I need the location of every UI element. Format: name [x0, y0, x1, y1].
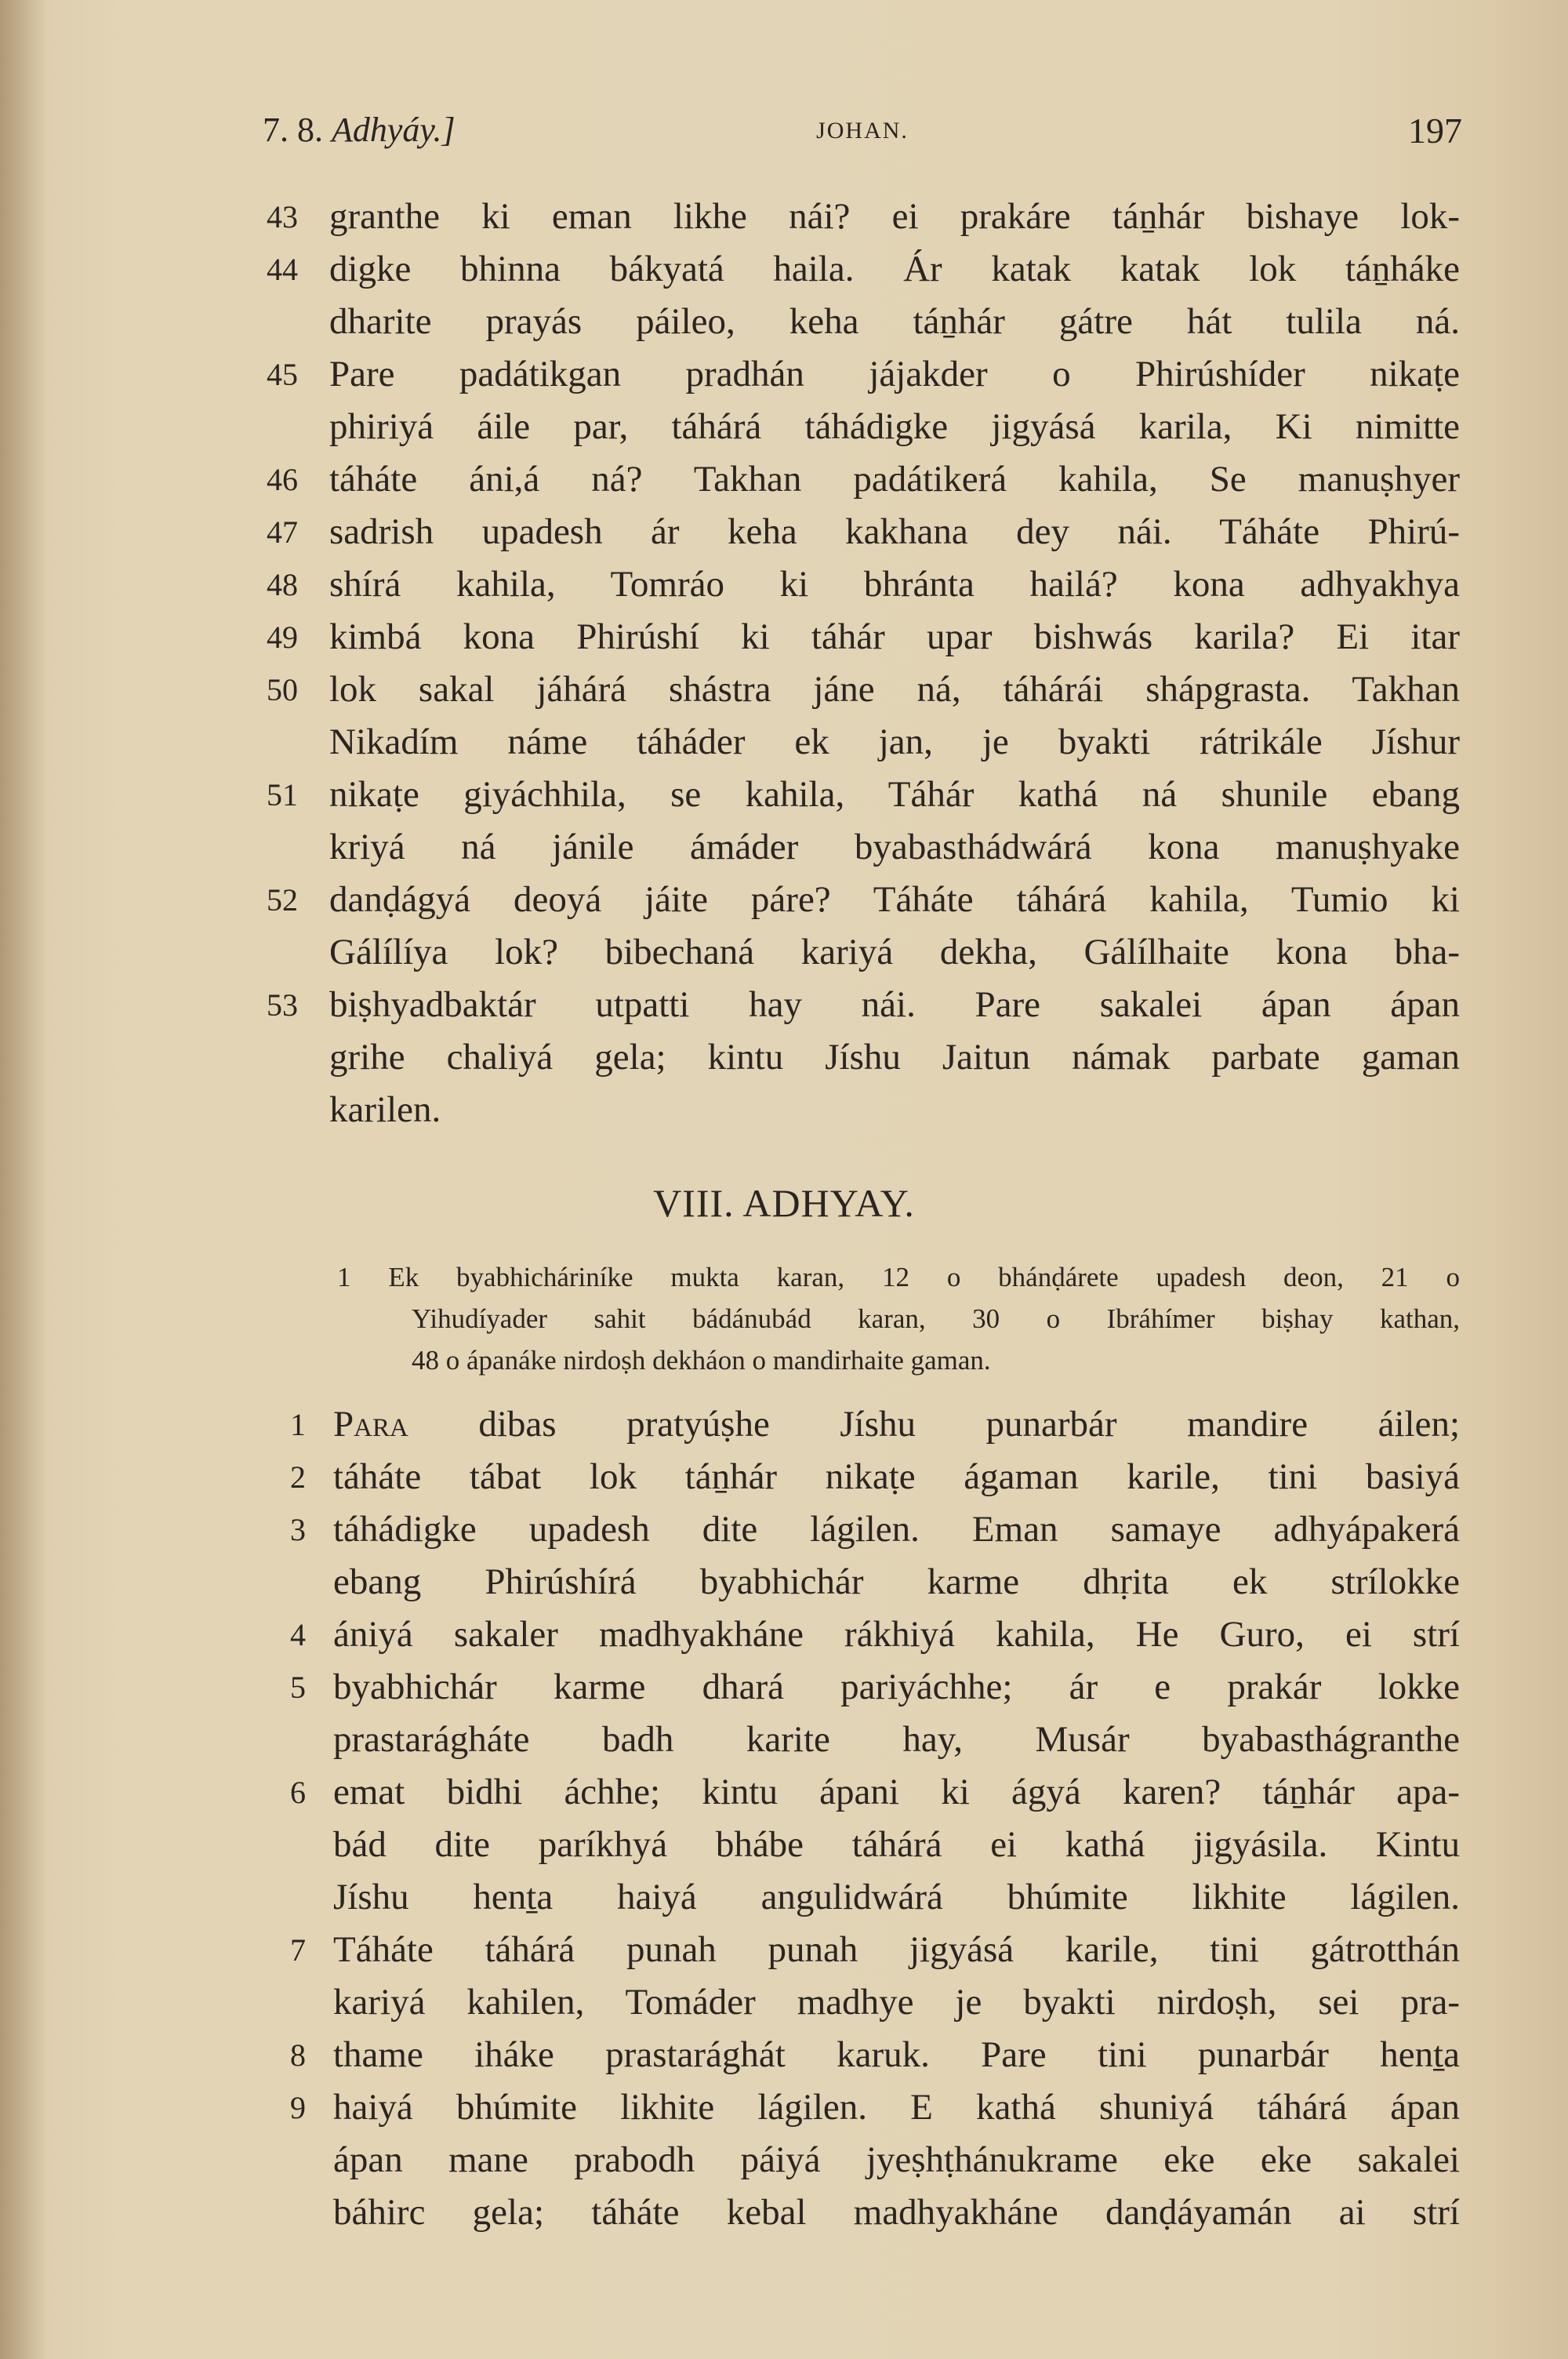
verse-number: 53 [267, 987, 298, 1023]
verse-text: Táháte táhárá punah punah jigyásá karile, tini gátrotthán [333, 1929, 1460, 1970]
verse-number: 6 [290, 1775, 306, 1810]
verse-text: lok sakal jáhárá shástra jáne ná, táhárái shápgrasta. Takhan [329, 669, 1460, 710]
verse-number: 7 [290, 1932, 306, 1968]
running-header [263, 110, 1462, 157]
verse-line [267, 1871, 1460, 1924]
verse-text: dharite prayás páileo, keha táṉhár gátre hát tulila ná. [329, 301, 1460, 342]
chapter-8-text [267, 1398, 1460, 2239]
verse-text: granthe ki eman likhe nái? ei prakáre táṉhár bishaye lok- [329, 196, 1460, 237]
verse-number: 45 [267, 357, 298, 392]
page-number: 197 [1408, 111, 1462, 151]
verse-line [267, 1556, 1460, 1608]
verse-line [267, 1714, 1460, 1766]
verse-text: haiyá bhúmite likhite lágilen. E kathá shuniyá táhárá ápan [333, 2087, 1460, 2128]
verse-text: nikaṭe giyáchhila, se kahila, Táhár kathá ná shunile ebang [329, 774, 1460, 815]
verse-number: 50 [267, 672, 298, 707]
verse-text: kimbá kona Phirúshí ki táhár upar bishwás karila? Ei itar [329, 616, 1460, 657]
verse-line [267, 401, 1460, 453]
verse-line [267, 1661, 1460, 1714]
verse-line [267, 2029, 1460, 2081]
verse-number: 4 [290, 1617, 306, 1652]
verse-line [267, 1924, 1460, 1976]
verse-line [267, 1451, 1460, 1503]
verse-text: ápan mane prabodh páiyá jyeṣhṭhánukrame eke eke sakalei [333, 2139, 1460, 2180]
verse-number: 2 [290, 1459, 306, 1495]
verse-line [267, 348, 1460, 401]
verse-text: ániyá sakaler madhyakháne rákhiyá kahila, He Guro, ei strí [333, 1614, 1460, 1655]
verse-line [267, 243, 1460, 296]
verse-number: 46 [267, 462, 298, 497]
opening-word: Para [333, 1404, 408, 1445]
verse-line [267, 1766, 1460, 1819]
verse-number: 8 [290, 2037, 306, 2073]
verse-text: digke bhinna bákyatá haila. Ár katak katak lok táṉháke [329, 249, 1460, 289]
verse-line [267, 1031, 1460, 1084]
verse-number: 52 [267, 882, 298, 918]
verse-text: táhádigke upadesh dite lágilen. Eman samaye adhyápakerá [333, 1509, 1460, 1550]
verse-line [267, 821, 1460, 874]
verse-line [267, 716, 1460, 769]
verse-text: kariyá kahilen, Tomáder madhye je byakti nirdoṣh, sei pra- [333, 1982, 1460, 2023]
chapter-summary [337, 1256, 1460, 1381]
summary-line: 48 o ápanáke nirdoṣh dekháon o mandirhaite gaman. [412, 1345, 991, 1376]
verse-line [267, 558, 1460, 611]
verse-number: 44 [267, 252, 298, 287]
verse-number: 49 [267, 620, 298, 655]
verse-line [267, 1976, 1460, 2029]
chapter-reference-numbers: 7. 8. [263, 111, 323, 149]
verse-text: prastarágháte badh karite hay, Musár byabasthágranthe [333, 1719, 1460, 1760]
verse-line [267, 2186, 1460, 2239]
verse-text: Gálílíya lok? bibechaná kariyá dekha, Gálílhaite kona bha- [329, 932, 1460, 972]
verse-line [267, 506, 1460, 558]
verse-number: 5 [290, 1670, 306, 1705]
verse-number: 1 [290, 1407, 306, 1442]
verse-text-rest: dibas pratyúṣhe Jíshu punarbár mandire áilen; [478, 1404, 1460, 1445]
verse-number: 43 [267, 199, 298, 234]
verse-text: Pare padátikgan pradhán jájakder o Phirúshíder nikaṭe [329, 354, 1460, 394]
verse-line [267, 1398, 1460, 1451]
verse-text: byabhichár karme dhará pariyáchhe; ár e prakár lokke [333, 1667, 1460, 1707]
verse-text [333, 1398, 1460, 1451]
verse-line [267, 2081, 1460, 2134]
verse-text: bád dite paríkhyá bhábe táhárá ei kathá jigyásila. Kintu [333, 1824, 1460, 1865]
verse-text: shírá kahila, Tomráo ki bhránta hailá? kona adhyakhya [329, 564, 1460, 605]
verse-number: 3 [290, 1512, 306, 1547]
verse-line [267, 2134, 1460, 2186]
verse-text: táháte áni,á ná? Takhan padátikerá kahila, Se manuṣhyer [329, 459, 1460, 500]
verse-line [267, 979, 1460, 1031]
verse-text: báhirc gela; táháte kebal madhyakháne danḍáyamán ai strí [333, 2192, 1460, 2233]
verse-line [267, 874, 1460, 926]
verse-line [267, 1819, 1460, 1871]
verse-text: biṣhyadbaktár utpatti hay nái. Pare sakalei ápan ápan [329, 984, 1460, 1025]
running-title: JOHAN. [816, 118, 909, 144]
verse-line [267, 663, 1460, 716]
verse-line [267, 1084, 1460, 1136]
chapter-reference-word: Adhyáy.] [332, 111, 456, 149]
verse-text: Jíshu henṯa haiyá angulidwárá bhúmite likhite lágilen. [333, 1877, 1460, 1917]
summary-line: Yihudíyader sahit bádánubád karan, 30 o Ibráhímer biṣhay kathan, [412, 1303, 1460, 1334]
summary-line: 1 Ek byabhicháriníke mukta karan, 12 o bhánḍárete upadesh deon, 21 o [337, 1262, 1460, 1292]
page-gutter-shadow [0, 0, 47, 2359]
verse-text: táháte tábat lok táṉhár nikaṭe ágaman karile, tini basiyá [333, 1456, 1460, 1497]
verse-text: kriyá ná jánile ámáder byabasthádwárá kona manuṣhyake [329, 827, 1460, 867]
verse-text: Nikadím náme táháder ek jan, je byakti rátrikále Jíshur [329, 722, 1460, 762]
verse-line [267, 611, 1460, 663]
verse-text: thame iháke prastarághát karuk. Pare tini punarbár henṯa [333, 2034, 1460, 2075]
verse-number: 48 [267, 567, 298, 602]
verse-line [267, 296, 1460, 348]
verse-line [267, 769, 1460, 821]
verse-text: emat bidhi áchhe; kintu ápani ki ágyá karen? táṉhár apa- [333, 1772, 1460, 1812]
verse-text: danḍágyá deoyá jáite páre? Táháte táhárá kahila, Tumio ki [329, 879, 1460, 920]
verse-text: ebang Phirúshírá byabhichár karme dhṛita ek strílokke [333, 1561, 1460, 1602]
verse-text: sadrish upadesh ár keha kakhana dey nái. Táháte Phirú- [329, 511, 1460, 552]
verse-text: karilen. [329, 1089, 441, 1130]
verse-number: 47 [267, 514, 298, 550]
verse-line [267, 453, 1460, 506]
verse-text: phiriyá áile par, táhárá táhádigke jigyásá karila, Ki nimitte [329, 406, 1460, 447]
chapter-7-text [267, 191, 1460, 1136]
chapter-heading: VIII. ADHYAY. [653, 1181, 915, 1225]
verse-number: 9 [290, 2090, 306, 2125]
verse-line [267, 1503, 1460, 1556]
verse-line [267, 926, 1460, 979]
verse-line [267, 191, 1460, 243]
verse-line [267, 1608, 1460, 1661]
verse-text: grihe chaliyá gela; kintu Jíshu Jaitun námak parbate gaman [329, 1037, 1460, 1078]
verse-number: 51 [267, 777, 298, 812]
